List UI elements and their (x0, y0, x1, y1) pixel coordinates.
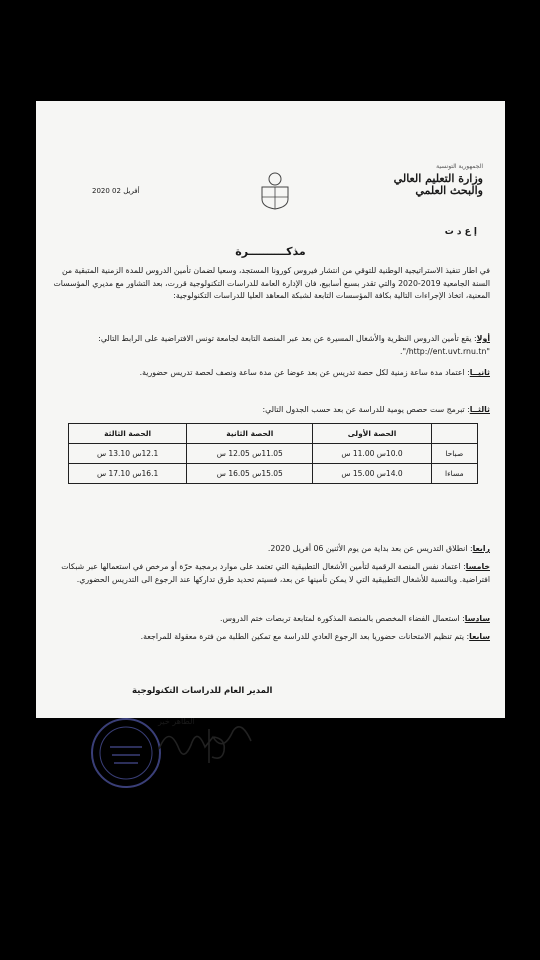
item-label: خامسا (465, 562, 490, 571)
table-cell: مساءا (431, 464, 477, 484)
item-second (53, 367, 490, 380)
table-header-cell: الحصة الأولى (313, 424, 431, 444)
table-row (69, 464, 478, 484)
item-seventh (53, 631, 490, 644)
item-label: رابعا (472, 544, 490, 553)
ministry-header (373, 161, 483, 197)
document-date: 2020 أفريل 02 (92, 187, 140, 195)
memo-document (36, 101, 505, 726)
memo-title: مذكــــــــــرة (235, 245, 306, 258)
item-text: : اعتماد مدة ساعة زمنية لكل حصة تدريس عن بعد عوضا عن مدة ساعة ونصف لحصة تدريس حضورية. (139, 368, 470, 377)
republic-line: الجمهورية التونسية (436, 163, 483, 170)
table-cell: 14.0س 15.00 س (313, 464, 431, 484)
tunisia-emblem-icon (258, 171, 292, 211)
signatory-name: الطاهر خير (158, 717, 195, 726)
table-header-row (69, 424, 478, 444)
table-cell: 12.1س 13.10 س (69, 444, 187, 464)
item-first (53, 333, 490, 358)
item-label: أولا (476, 334, 490, 343)
table-row (69, 444, 478, 464)
schedule-table (68, 423, 478, 484)
table-cell: 11.05س 12.05 س (187, 444, 313, 464)
item-sixth (53, 613, 490, 626)
ministry-line-1: وزارة التعليم العالي (393, 172, 483, 185)
item-fifth (53, 561, 490, 586)
item-text: : استعمال الفضاء المخصص بالمنصة المذكورة لمتابعة تربصات ختم الدروس. (219, 614, 465, 623)
item-third (53, 404, 490, 417)
table-header-cell: الحصة الثانية (187, 424, 313, 444)
item-text: : تبرمج ست حصص يومية للدراسة عن بعد حسب الجدول التالي: (262, 405, 470, 414)
item-label: سابعا (469, 632, 490, 641)
handwritten-signature-icon (154, 719, 264, 769)
item-text: : اعتماد نفس المنصة الرقمية لتأمين الأشغال التطبيقية التي تعتمد على موارد برمجية حرّة أو مرخص في استعمالها عبر شبكات افتراضية. وبالنسبة للأشغال التطبيقية التي لا يمكن تأمينها عن بعد، فسيتم تحديد طرق تداركها عند الرجوع الى التدريس الحضوري. (61, 562, 490, 584)
table-cell: 15.05س 16.05 س (187, 464, 313, 484)
item-text: : انطلاق التدريس عن بعد بداية من يوم الأثنين 06 أفريل 2020. (267, 544, 473, 553)
reference-code: إ ع د ت (444, 227, 477, 237)
table-header-cell: الحصة الثالثة (69, 424, 187, 444)
table-cell: 16.1س 17.10 س (69, 464, 187, 484)
item-label: ثالثــا (469, 405, 490, 414)
signatory-title: المدير العام للدراسات التكنولوجية (132, 686, 273, 696)
item-label: سادسا (464, 614, 490, 623)
item-fourth (53, 543, 490, 556)
table-cell: صباحا (431, 444, 477, 464)
table-cell: 10.0س 11.00 س (313, 444, 431, 464)
intro-paragraph: في اطار تنفيذ الاستراتيجية الوطنية للتوقي من انتشار فيروس كورونا المستجد، وسعيا لضمان تأمين الدروس للمدة الزمنية المتبقية من السنة الجامعية 2019-2020 والتي تقدر بسبع أسابيع، فان الإدارة العامة للدراسات التكنولوجية قررت، بعد التشاور مع مديري المؤسسات المعنية، اتخاذ الإجراءات التالية بكافة المؤسسات التابعة لشبكة المعاهد العليا للدراسات التكنولوجية: (53, 266, 490, 300)
item-label: ثانيــا (469, 368, 490, 377)
table-header-cell (431, 424, 477, 444)
ministry-line-2: والبحث العلمي (415, 184, 483, 197)
item-text: : يقع تأمين الدروس النظرية والأشغال المسيرة عن بعد عبر المنصة التابعة لجامعة تونس الافتراضية على الرابط التالي: "http://ent.uvt.rnu.tn/". (98, 334, 490, 356)
item-text: : يتم تنظيم الامتحانات حضوريا بعد الرجوع العادي للدراسة مع تمكين الطلبة من فترة معقولة للمراجعة. (140, 632, 470, 641)
